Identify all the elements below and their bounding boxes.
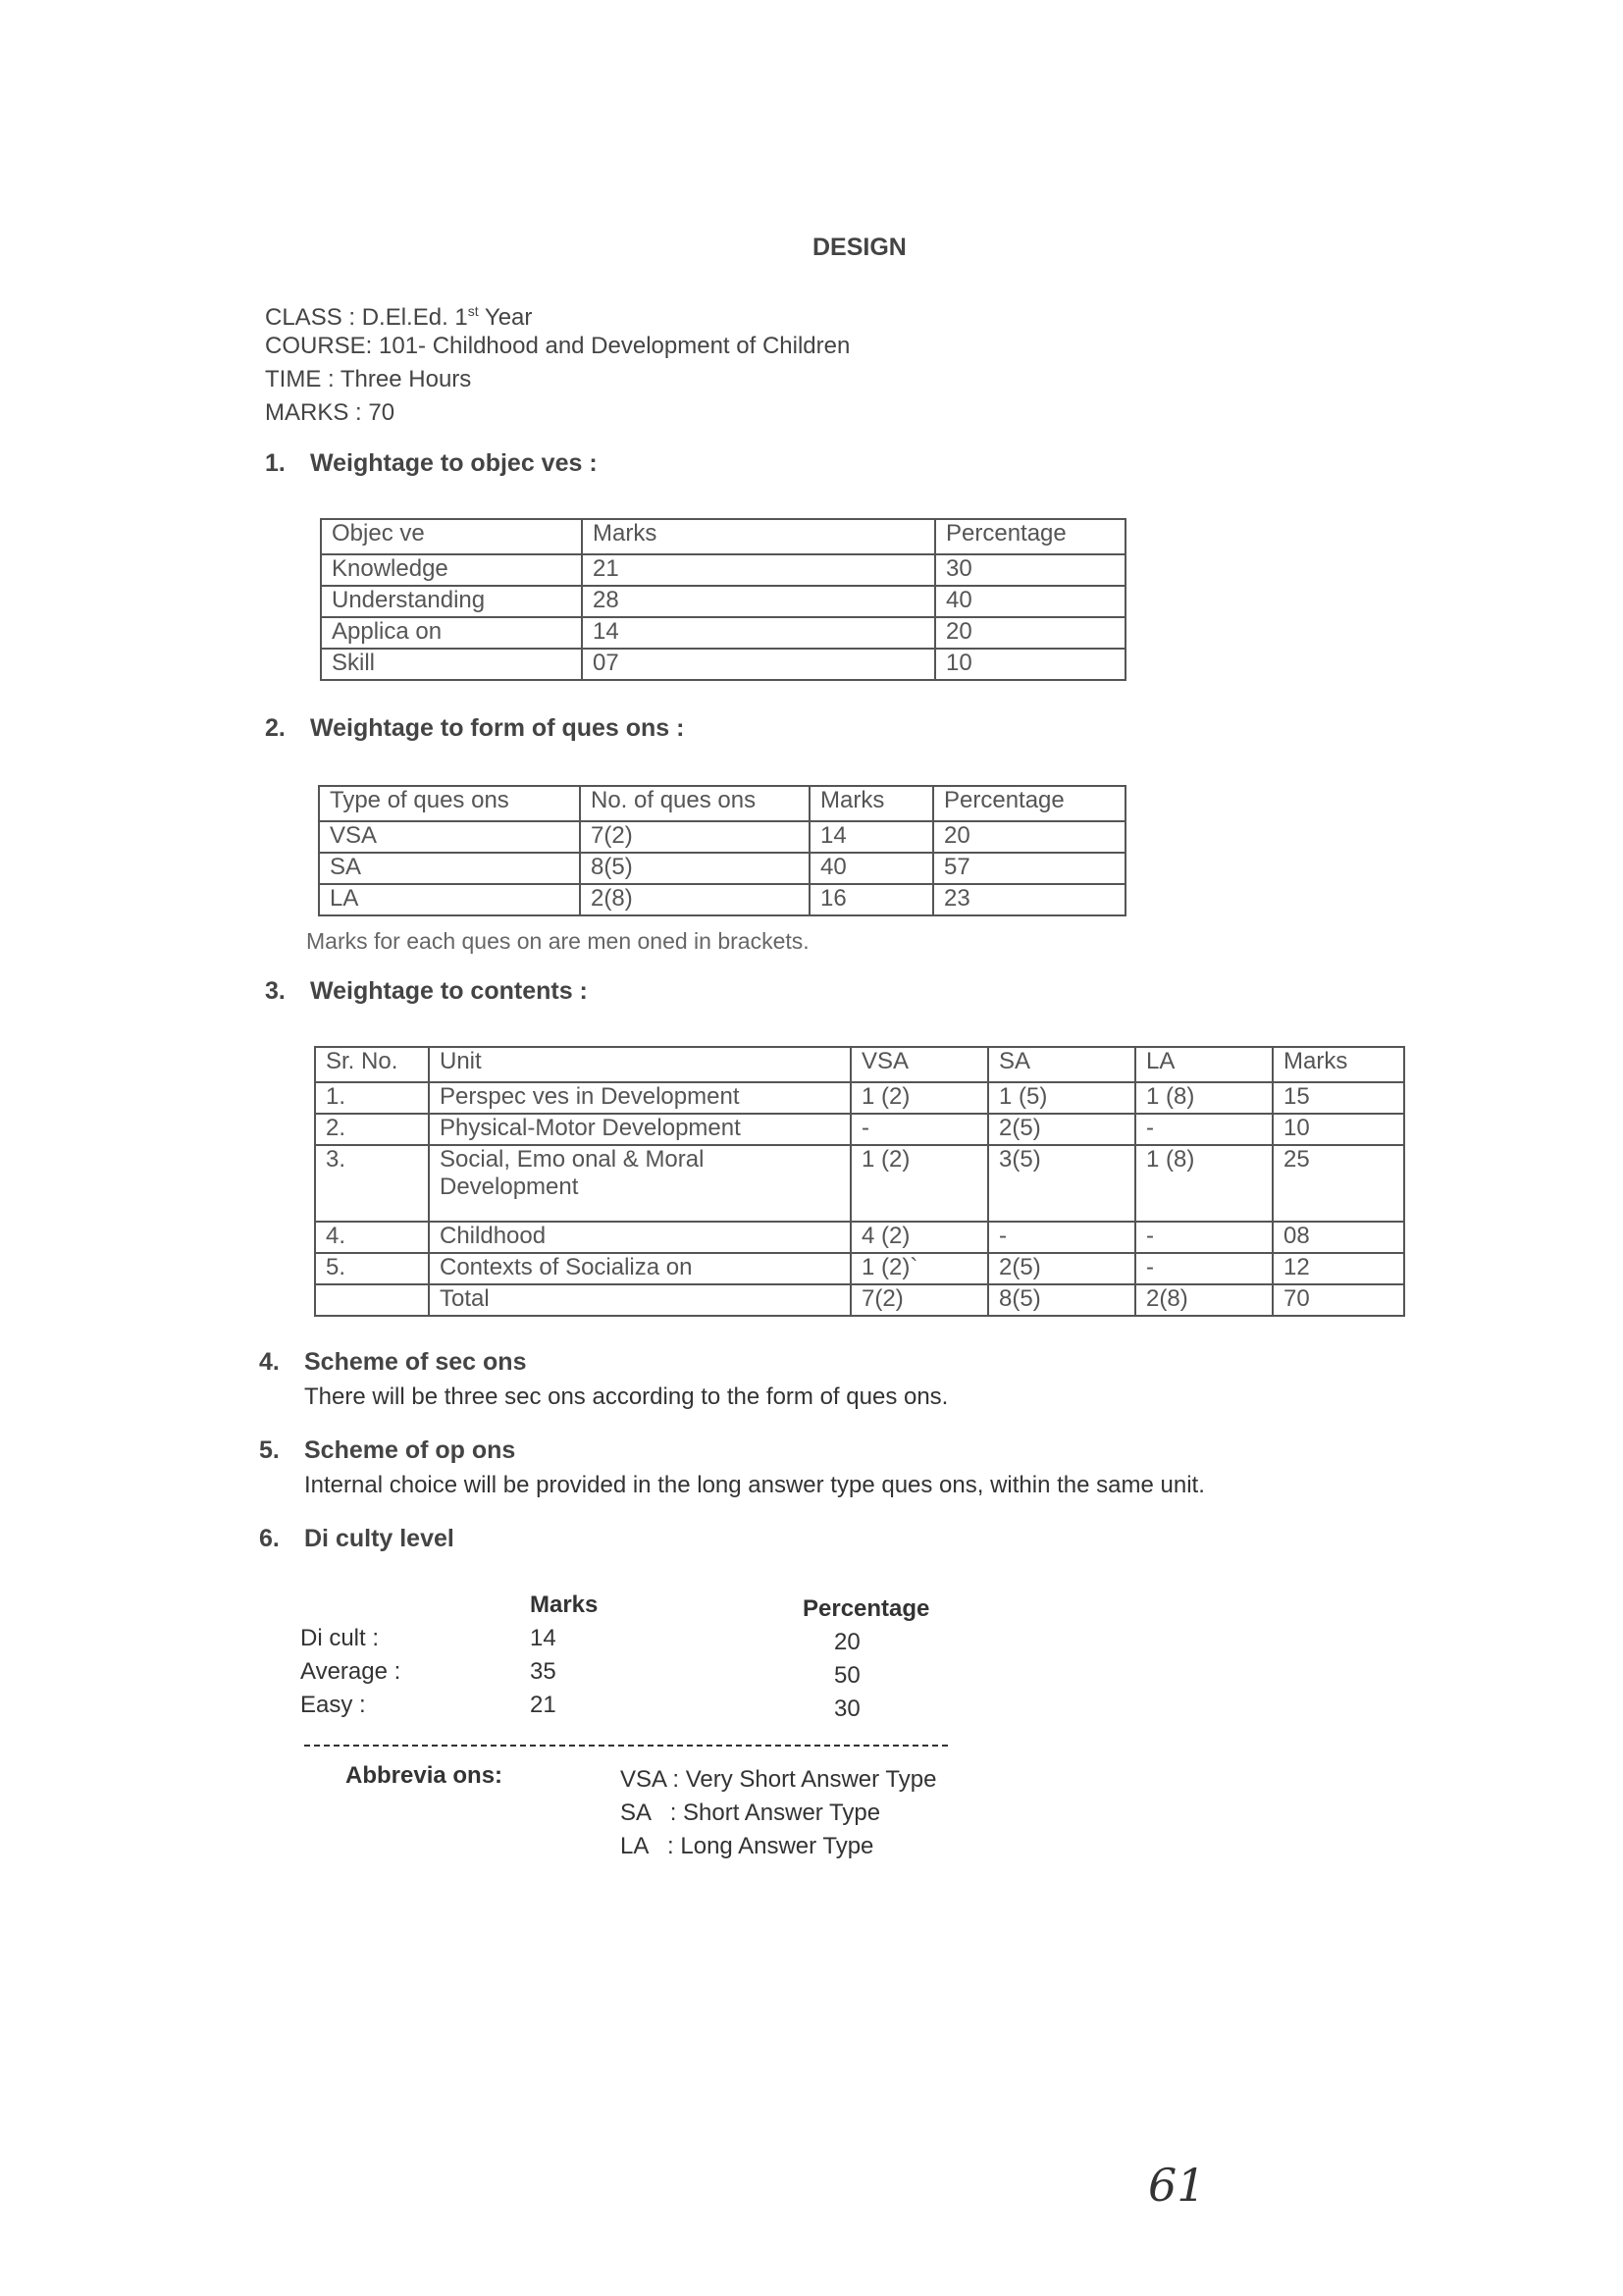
marks-note: Marks for each ques on are men oned in brackets. — [306, 928, 810, 954]
table-header-row — [321, 519, 1126, 554]
table-row — [321, 554, 1126, 586]
table-cell: 30 — [935, 554, 1126, 586]
abbreviations-label: Abbrevia ons: — [345, 1762, 503, 1789]
table-cell: 8(5) — [988, 1284, 1135, 1316]
table-row — [321, 617, 1126, 649]
table-cell: 57 — [933, 853, 1126, 884]
table-row — [319, 853, 1126, 884]
abbreviation-key: SA — [620, 1800, 651, 1826]
table-row — [315, 1284, 1404, 1316]
abbreviation-item — [620, 1800, 880, 1827]
abbreviation-separator: : — [650, 1800, 684, 1826]
column-header: No. of ques ons — [580, 786, 810, 821]
section-4-text: There will be three sec ons according to the form of ques ons. — [304, 1383, 949, 1410]
table-cell: 16 — [810, 884, 933, 915]
difficulty-pct: 50 — [834, 1662, 861, 1689]
table-cell: - — [988, 1222, 1135, 1253]
table-cell: 7(2) — [580, 821, 810, 853]
table-cell: 4 (2) — [851, 1222, 988, 1253]
table-header-row — [319, 786, 1126, 821]
column-header: Type of ques ons — [319, 786, 580, 821]
section-5-label: Scheme of op ons — [304, 1436, 516, 1464]
document-title: DESIGN — [812, 234, 907, 261]
contents-table — [314, 1046, 1405, 1317]
table-cell: Childhood — [429, 1222, 851, 1253]
table-cell: 1 (2) — [851, 1082, 988, 1114]
abbreviation-separator: : — [665, 1766, 686, 1793]
table-cell: Applica on — [321, 617, 582, 649]
table-cell: - — [1135, 1253, 1273, 1284]
objectives-table — [320, 518, 1126, 681]
question-form-table — [318, 785, 1126, 916]
column-header: Marks — [810, 786, 933, 821]
abbreviation-item — [620, 1833, 873, 1860]
unit-line-2: Development — [440, 1174, 579, 1200]
table-cell: Contexts of Socializa on — [429, 1253, 851, 1284]
section-6-number: 6. — [259, 1525, 280, 1552]
table-cell: 15 — [1273, 1082, 1404, 1114]
table-cell: 2(5) — [988, 1114, 1135, 1145]
abbreviation-separator: : — [648, 1833, 681, 1859]
table-cell: Total — [429, 1284, 851, 1316]
section-2-heading — [265, 714, 684, 743]
section-3-number: 3. — [265, 977, 286, 1005]
table-cell: SA — [319, 853, 580, 884]
table-cell: 3. — [315, 1145, 429, 1222]
table-row — [319, 821, 1126, 853]
table-cell: 1 (8) — [1135, 1082, 1273, 1114]
column-header: Percentage — [935, 519, 1126, 554]
difficulty-label: Average : — [300, 1658, 401, 1685]
table-row — [315, 1253, 1404, 1284]
table-cell: VSA — [319, 821, 580, 853]
section-6-heading — [259, 1525, 454, 1553]
table-cell: 3(5) — [988, 1145, 1135, 1222]
table-cell: 20 — [935, 617, 1126, 649]
table-cell: 20 — [933, 821, 1126, 853]
table-cell — [429, 1145, 851, 1222]
table-cell: 28 — [582, 586, 935, 617]
section-4-heading — [259, 1348, 526, 1377]
column-header: Unit — [429, 1047, 851, 1082]
table-cell: 12 — [1273, 1253, 1404, 1284]
abbreviation-key: LA — [620, 1833, 649, 1859]
column-header: LA — [1135, 1047, 1273, 1082]
unit-line-1: Social, Emo onal & Moral — [440, 1146, 705, 1173]
table-cell: 10 — [1273, 1114, 1404, 1145]
table-row — [315, 1222, 1404, 1253]
table-cell: LA — [319, 884, 580, 915]
column-header: Marks — [1273, 1047, 1404, 1082]
table-cell: 1 (2) — [851, 1145, 988, 1222]
table-cell: Physical-Motor Development — [429, 1114, 851, 1145]
marks-line: MARKS : 70 — [265, 399, 395, 426]
section-4-number: 4. — [259, 1348, 280, 1376]
difficulty-label: Easy : — [300, 1692, 366, 1718]
table-cell: 21 — [582, 554, 935, 586]
class-line — [265, 294, 532, 335]
table-cell: 2(8) — [1135, 1284, 1273, 1316]
course-line: COURSE: 101- Childhood and Development of Children — [265, 333, 851, 359]
column-header: VSA — [851, 1047, 988, 1082]
class-label: CLASS : D.El.Ed. 1 — [265, 304, 468, 331]
table-cell: 8(5) — [580, 853, 810, 884]
table-cell: 40 — [810, 853, 933, 884]
column-header: Objec ve — [321, 519, 582, 554]
table-cell: 1. — [315, 1082, 429, 1114]
table-cell: Perspec ves in Development — [429, 1082, 851, 1114]
table-cell: 14 — [582, 617, 935, 649]
table-row — [321, 649, 1126, 680]
class-suffix: Year — [478, 304, 533, 331]
section-3-heading — [265, 977, 588, 1006]
table-row — [315, 1114, 1404, 1145]
difficulty-marks: 21 — [530, 1692, 556, 1718]
table-cell: - — [851, 1114, 988, 1145]
difficulty-marks: 14 — [530, 1625, 556, 1651]
section-2-label: Weightage to form of ques ons : — [310, 714, 685, 742]
difficulty-pct: 20 — [834, 1629, 861, 1655]
class-superscript: st — [467, 303, 479, 319]
difficulty-pct: 30 — [834, 1696, 861, 1722]
abbreviation-item — [620, 1766, 936, 1794]
section-5-text: Internal choice will be provided in the long answer type ques ons, within the same unit. — [304, 1472, 1205, 1498]
difficulty-percentage-header: Percentage — [803, 1595, 930, 1622]
section-3-label: Weightage to contents : — [310, 977, 588, 1005]
table-cell: 7(2) — [851, 1284, 988, 1316]
table-cell: 2(5) — [988, 1253, 1135, 1284]
column-header: Marks — [582, 519, 935, 554]
dashed-divider — [304, 1745, 948, 1747]
abbreviation-value: Short Answer Type — [683, 1800, 881, 1826]
table-cell: 70 — [1273, 1284, 1404, 1316]
section-6-label: Di culty level — [304, 1525, 454, 1552]
table-cell: 14 — [810, 821, 933, 853]
section-4-label: Scheme of sec ons — [304, 1348, 527, 1376]
table-header-row — [315, 1047, 1404, 1082]
column-header: Percentage — [933, 786, 1126, 821]
section-2-number: 2. — [265, 714, 286, 742]
table-cell: 25 — [1273, 1145, 1404, 1222]
table-row — [319, 884, 1126, 915]
table-cell: 23 — [933, 884, 1126, 915]
section-5-number: 5. — [259, 1436, 280, 1464]
table-cell: 07 — [582, 649, 935, 680]
section-1-number: 1. — [265, 449, 286, 477]
abbreviation-key: VSA — [620, 1766, 666, 1793]
table-cell: Skill — [321, 649, 582, 680]
table-cell: Knowledge — [321, 554, 582, 586]
abbreviation-value: Long Answer Type — [680, 1833, 874, 1859]
column-header: Sr. No. — [315, 1047, 429, 1082]
column-header: SA — [988, 1047, 1135, 1082]
table-row — [315, 1145, 1404, 1222]
section-5-heading — [259, 1436, 515, 1465]
difficulty-marks-header: Marks — [530, 1592, 599, 1618]
table-cell: 40 — [935, 586, 1126, 617]
table-cell: 2(8) — [580, 884, 810, 915]
abbreviation-value: Very Short Answer Type — [685, 1766, 937, 1793]
table-cell: 5. — [315, 1253, 429, 1284]
table-cell: Understanding — [321, 586, 582, 617]
table-cell: 4. — [315, 1222, 429, 1253]
table-cell: - — [1135, 1222, 1273, 1253]
table-cell: 2. — [315, 1114, 429, 1145]
table-cell: 1 (8) — [1135, 1145, 1273, 1222]
table-cell: 1 (2)` — [851, 1253, 988, 1284]
table-cell: 10 — [935, 649, 1126, 680]
section-1-heading — [265, 449, 598, 478]
table-cell: 1 (5) — [988, 1082, 1135, 1114]
difficulty-label: Di cult : — [300, 1625, 380, 1651]
table-cell — [315, 1284, 429, 1316]
difficulty-marks: 35 — [530, 1658, 556, 1685]
table-cell: 08 — [1273, 1222, 1404, 1253]
table-row — [315, 1082, 1404, 1114]
page-number: 61 — [1148, 2159, 1206, 2212]
section-1-label: Weightage to objec ves : — [310, 449, 598, 477]
table-row — [321, 586, 1126, 617]
time-line: TIME : Three Hours — [265, 366, 472, 392]
table-cell: - — [1135, 1114, 1273, 1145]
